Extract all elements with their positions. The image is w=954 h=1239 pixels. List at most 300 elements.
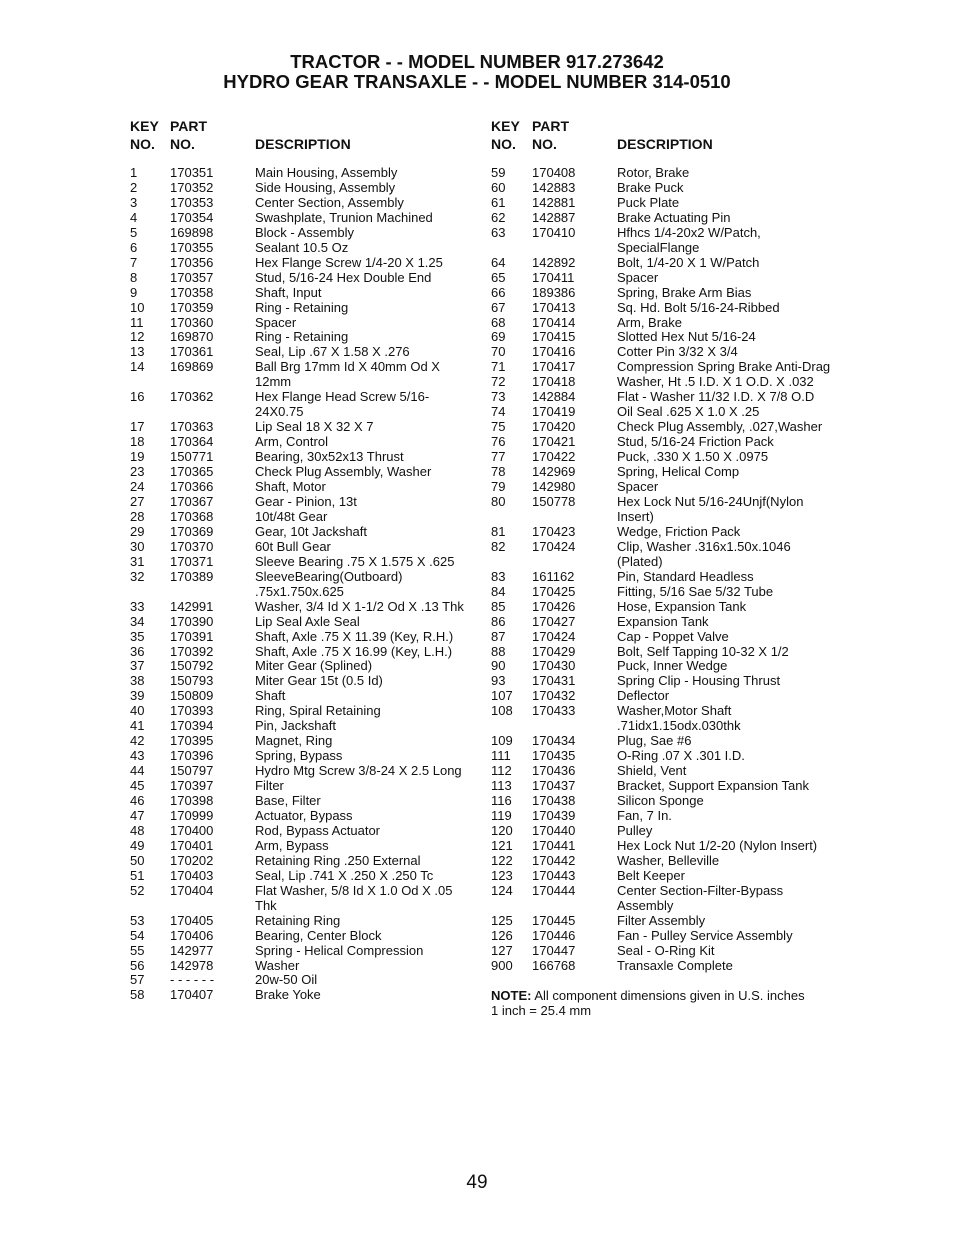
key-cell: 62	[491, 209, 506, 225]
parts-rows	[491, 166, 836, 973]
table-row	[130, 390, 470, 420]
key-cell: 10	[130, 299, 145, 315]
description-cell: Silicon Sponge	[617, 793, 704, 809]
key-cell: 37	[130, 658, 145, 674]
key-cell: 77	[491, 449, 506, 465]
part-number-cell: 150771	[170, 449, 214, 465]
table-row	[130, 944, 470, 959]
description-cell: Lip Seal 18 X 32 X 7	[255, 419, 374, 435]
table-row	[491, 166, 836, 181]
description-cell: Miter Gear 15t (0.5 Id)	[255, 673, 383, 689]
key-cell: 72	[491, 374, 506, 390]
table-row	[130, 884, 470, 914]
part-number-cell: 170447	[532, 942, 576, 958]
part-number-cell: 170407	[170, 987, 214, 1003]
note-label: NOTE:	[491, 988, 532, 1004]
part-number-cell: 170424	[532, 538, 576, 554]
note	[491, 988, 836, 1018]
table-row	[491, 929, 836, 944]
part-number-cell: 170358	[170, 284, 214, 300]
page-title: TRACTOR - - MODEL NUMBER 917.273642	[290, 51, 664, 72]
table-row	[491, 959, 836, 974]
description-cell: Block - Assembly	[255, 224, 354, 240]
description-cell: Expansion Tank	[617, 613, 709, 629]
key-cell: 29	[130, 523, 145, 539]
table-row	[130, 615, 470, 630]
table-row	[130, 645, 470, 660]
column-header	[491, 118, 836, 154]
table-row	[130, 181, 470, 196]
key-cell: 6	[130, 239, 138, 255]
part-number-cell: 170405	[170, 912, 214, 928]
key-cell: 38	[130, 673, 145, 689]
description-cell: Shaft	[255, 688, 286, 704]
description-cell: Lip Seal Axle Seal	[255, 613, 360, 629]
part-number-cell: 170418	[532, 374, 576, 390]
key-cell: 66	[491, 284, 506, 300]
part-number-cell: 170393	[170, 703, 214, 719]
key-cell: 84	[491, 583, 506, 599]
description-cell: Side Housing, Assembly	[255, 179, 396, 195]
table-row	[491, 914, 836, 929]
description-cell: Flat - Washer 11/32 I.D. X 7/8 O.D	[617, 389, 815, 405]
key-cell: 42	[130, 733, 145, 749]
table-row	[130, 241, 470, 256]
description-cell: Base, Filter	[255, 793, 321, 809]
description-cell: Deflector	[617, 688, 670, 704]
part-number-cell: 170355	[170, 239, 214, 255]
description-cell: Bracket, Support Expansion Tank	[617, 778, 809, 794]
description-cell: Actuator, Bypass	[255, 807, 353, 823]
key-cell: 19	[130, 449, 145, 465]
key-cell: 8	[130, 269, 138, 285]
description-cell: 10t/48t Gear	[255, 508, 328, 524]
description-cell: Hex Flange Screw 1/4-20 X 1.25	[255, 254, 443, 270]
table-row	[130, 809, 470, 824]
part-number-cell: 170371	[170, 553, 214, 569]
description-header: DESCRIPTION	[255, 136, 351, 152]
description-cell: Spacer	[617, 479, 659, 495]
description-cell: Miter Gear (Splined)	[255, 658, 373, 674]
part-number-cell: 170390	[170, 613, 214, 629]
part-number-cell: 170435	[532, 748, 576, 764]
table-row	[491, 375, 836, 390]
part-number-cell: - - - - - -	[170, 972, 215, 988]
table-row	[130, 929, 470, 944]
table-row	[491, 824, 836, 839]
description-cell: Stud, 5/16-24 Hex Double End	[255, 269, 432, 285]
part-number-cell: 170424	[532, 628, 576, 644]
part-number-cell: 170398	[170, 793, 214, 809]
table-row	[130, 704, 470, 719]
part-number-cell: 170433	[532, 703, 576, 719]
table-row	[491, 585, 836, 600]
key-cell: 41	[130, 718, 145, 734]
description-cell: Oil Seal .625 X 1.0 X .25	[617, 404, 760, 420]
part-number-cell: 170352	[170, 179, 214, 195]
description-cell: Shaft, Axle .75 X 16.99 (Key, L.H.)	[255, 643, 453, 659]
key-cell: 83	[491, 568, 506, 584]
key-cell: 112	[491, 763, 512, 779]
key-cell: 17	[130, 419, 145, 435]
table-row	[491, 779, 836, 794]
table-row	[491, 390, 836, 405]
part-number-cell: 170413	[532, 299, 576, 315]
key-cell: 59	[491, 165, 506, 180]
key-cell: 68	[491, 314, 506, 330]
part-number-cell: 170426	[532, 598, 576, 614]
part-number-cell: 142978	[170, 957, 214, 973]
part-number-cell: 170351	[170, 165, 214, 180]
table-row	[491, 630, 836, 645]
table-row	[491, 465, 836, 480]
part-number-cell: 170442	[532, 852, 576, 868]
parts-rows	[130, 166, 470, 1003]
table-row	[491, 181, 836, 196]
part-number-cell: 170202	[170, 852, 214, 868]
key-cell: 4	[130, 209, 138, 225]
part-number-cell: 170366	[170, 479, 214, 495]
table-row	[130, 196, 470, 211]
part-header-line2: NO.	[170, 136, 195, 152]
key-cell: 13	[130, 344, 145, 360]
part-number-cell: 170436	[532, 763, 576, 779]
description-cell: Pin, Standard Headless	[617, 568, 754, 584]
part-number-cell: 150809	[170, 688, 214, 704]
key-cell: 80	[491, 493, 506, 509]
description-cell: Rotor, Brake	[617, 165, 690, 180]
key-cell: 74	[491, 404, 506, 420]
table-row	[491, 869, 836, 884]
key-cell: 67	[491, 299, 506, 315]
key-cell: 48	[130, 822, 145, 838]
description-cell: Sq. Hd. Bolt 5/16-24-Ribbed	[617, 299, 780, 315]
key-cell: 123	[491, 867, 513, 883]
table-row	[491, 226, 836, 256]
key-cell: 86	[491, 613, 506, 629]
key-cell: 111	[491, 748, 511, 764]
description-cell: Center Section, Assembly	[255, 194, 404, 210]
description-cell: Puck, Inner Wedge	[617, 658, 728, 674]
key-cell: 109	[491, 733, 513, 749]
table-row	[130, 570, 470, 600]
key-cell: 88	[491, 643, 506, 659]
description-cell: Arm, Control	[255, 434, 328, 450]
table-row	[491, 450, 836, 465]
table-row	[491, 435, 836, 450]
description-cell: Filter	[255, 778, 284, 794]
description-cell: Washer	[255, 957, 300, 973]
part-number-cell: 142883	[532, 179, 576, 195]
part-number-cell: 142884	[532, 389, 576, 405]
page-number: 49	[466, 1172, 488, 1193]
key-cell: 56	[130, 957, 145, 973]
part-number-cell: 170361	[170, 344, 214, 360]
key-cell: 40	[130, 703, 145, 719]
table-row	[130, 988, 470, 1003]
key-cell: 108	[491, 703, 513, 719]
description-cell: Ball Brg 17mm Id X 40mm Od X 12mm	[255, 359, 440, 390]
note-conversion: 1 inch = 25.4 mm	[491, 1003, 592, 1019]
key-cell: 49	[130, 837, 145, 853]
table-row	[491, 196, 836, 211]
key-cell: 30	[130, 538, 145, 554]
part-number-cell: 170427	[532, 613, 576, 629]
table-row	[130, 659, 470, 674]
table-row	[130, 271, 470, 286]
table-row	[491, 689, 836, 704]
part-number-cell: 170423	[532, 523, 576, 539]
table-row	[491, 301, 836, 316]
part-number-cell: 170411	[532, 269, 575, 285]
key-cell: 127	[491, 942, 513, 958]
table-row	[491, 764, 836, 779]
description-cell: Sealant 10.5 Oz	[255, 239, 349, 255]
part-number-cell: 170369	[170, 523, 214, 539]
part-number-cell: 170395	[170, 733, 214, 749]
table-row	[130, 749, 470, 764]
description-cell: Ring - Retaining	[255, 299, 349, 315]
part-number-cell: 189386	[532, 284, 576, 300]
table-row	[491, 749, 836, 764]
description-cell: Shaft, Input	[255, 284, 322, 300]
part-number-cell: 169898	[170, 224, 214, 240]
key-cell: 47	[130, 807, 145, 823]
key-cell: 23	[130, 464, 145, 480]
description-cell: Main Housing, Assembly	[255, 165, 398, 180]
key-cell: 90	[491, 658, 506, 674]
key-cell: 28	[130, 508, 145, 524]
key-cell: 75	[491, 419, 506, 435]
key-cell: 57	[130, 972, 145, 988]
table-row	[491, 794, 836, 809]
description-cell: Washer, Ht .5 I.D. X 1 O.D. X .032	[617, 374, 814, 390]
table-row	[491, 615, 836, 630]
part-number-cell: 170404	[170, 882, 214, 898]
key-cell: 60	[491, 179, 506, 195]
part-number-cell: 170365	[170, 464, 214, 480]
table-row	[130, 630, 470, 645]
description-cell: Wedge, Friction Pack	[617, 523, 741, 539]
key-cell: 73	[491, 389, 506, 405]
part-number-cell: 170364	[170, 434, 214, 450]
part-number-cell: 170391	[170, 628, 214, 644]
part-number-cell: 150778	[532, 493, 576, 509]
part-number-cell: 142969	[532, 464, 576, 480]
description-cell: Hfhcs 1/4-20x2 W/Patch, SpecialFlange	[617, 224, 761, 255]
table-row	[130, 226, 470, 241]
description-cell: Plug, Sae #6	[617, 733, 692, 749]
key-cell: 46	[130, 793, 145, 809]
table-row	[130, 510, 470, 525]
table-row	[130, 360, 470, 390]
key-header: KEY	[130, 118, 159, 134]
description-cell: Brake Puck	[617, 179, 684, 195]
key-cell: 82	[491, 538, 506, 554]
table-row	[130, 540, 470, 555]
description-cell: Puck, .330 X 1.50 X .0975	[617, 449, 769, 465]
table-row	[130, 495, 470, 510]
table-row	[130, 316, 470, 331]
description-cell: Belt Keeper	[617, 867, 685, 883]
table-row	[130, 914, 470, 929]
description-cell: Ring, Spiral Retaining	[255, 703, 381, 719]
table-row	[130, 869, 470, 884]
description-cell: Fan - Pulley Service Assembly	[617, 927, 793, 943]
key-cell: 27	[130, 493, 145, 509]
part-number-cell: 170359	[170, 299, 214, 315]
table-row	[491, 495, 836, 525]
part-number-cell: 142991	[170, 598, 214, 614]
key-cell: 65	[491, 269, 506, 285]
key-cell: 78	[491, 464, 506, 480]
part-number-cell: 170419	[532, 404, 576, 420]
part-number-cell: 170362	[170, 389, 214, 405]
description-cell: Arm, Brake	[617, 314, 683, 330]
description-cell: Retaining Ring	[255, 912, 341, 928]
table-row	[130, 555, 470, 570]
key-cell: 39	[130, 688, 145, 704]
part-number-cell: 161162	[532, 568, 575, 584]
key-header-line2: NO.	[130, 136, 155, 152]
part-number-cell: 170414	[532, 314, 576, 330]
description-cell: Pulley	[617, 822, 653, 838]
description-cell: Spacer	[255, 314, 297, 330]
key-cell: 54	[130, 927, 145, 943]
description-cell: Check Plug Assembly, Washer	[255, 464, 432, 480]
table-row	[130, 435, 470, 450]
description-cell: Fitting, 5/16 Sae 5/32 Tube	[617, 583, 774, 599]
key-cell: 35	[130, 628, 145, 644]
table-row	[491, 734, 836, 749]
part-number-cell: 170444	[532, 882, 576, 898]
table-row	[130, 330, 470, 345]
table-row	[491, 704, 836, 734]
part-number-cell: 170400	[170, 822, 214, 838]
key-cell: 14	[130, 359, 145, 375]
part-number-cell: 170441	[532, 837, 576, 853]
part-number-cell: 170439	[532, 807, 576, 823]
description-cell: Compression Spring Brake Anti-Drag	[617, 359, 831, 375]
table-row	[130, 779, 470, 794]
table-row	[491, 525, 836, 540]
part-number-cell: 170403	[170, 867, 214, 883]
table-row	[130, 450, 470, 465]
table-row	[130, 166, 470, 181]
key-cell: 76	[491, 434, 506, 450]
key-cell: 87	[491, 628, 506, 644]
part-number-cell: 170431	[532, 673, 576, 689]
key-cell: 52	[130, 882, 145, 898]
part-number-cell: 170417	[532, 359, 576, 375]
table-row	[491, 286, 836, 301]
table-row	[491, 211, 836, 226]
description-cell: Bolt, 1/4-20 X 1 W/Patch	[617, 254, 760, 270]
part-number-cell: 142887	[532, 209, 576, 225]
table-row	[130, 465, 470, 480]
table-row	[491, 316, 836, 331]
description-header: DESCRIPTION	[617, 136, 713, 152]
key-cell: 18	[130, 434, 145, 450]
part-number-cell: 170353	[170, 194, 214, 210]
part-number-cell: 170420	[532, 419, 576, 435]
note-text: All component dimensions given in U.S. inches	[531, 988, 805, 1004]
table-row	[491, 854, 836, 869]
part-number-cell: 170354	[170, 209, 214, 225]
description-cell: Cap - Poppet Valve	[617, 628, 729, 644]
table-row	[491, 570, 836, 585]
key-cell: 120	[491, 822, 513, 838]
key-cell: 71	[491, 359, 506, 375]
part-number-cell: 150793	[170, 673, 214, 689]
key-cell: 33	[130, 598, 145, 614]
key-cell: 70	[491, 344, 506, 360]
part-number-cell: 169869	[170, 359, 214, 375]
description-cell: Cotter Pin 3/32 X 3/4	[617, 344, 738, 360]
description-cell: Puck Plate	[617, 194, 680, 210]
description-cell: Spring, Helical Comp	[617, 464, 740, 480]
description-cell: Hex Lock Nut 5/16-24Unjf(Nylon Insert)	[617, 493, 804, 524]
description-cell: Hydro Mtg Screw 3/8-24 X 2.5 Long	[255, 763, 462, 779]
part-header-line2: NO.	[532, 136, 557, 152]
table-row	[491, 645, 836, 660]
table-row	[130, 600, 470, 615]
description-cell: Gear - Pinion, 13t	[255, 493, 357, 509]
key-cell: 53	[130, 912, 145, 928]
key-cell: 900	[491, 957, 513, 973]
part-header: PART	[532, 118, 570, 134]
key-cell: 61	[491, 194, 506, 210]
table-row	[130, 734, 470, 749]
key-cell: 116	[491, 793, 512, 809]
table-row	[130, 973, 470, 988]
table-row	[491, 674, 836, 689]
key-cell: 81	[491, 523, 506, 539]
key-cell: 69	[491, 329, 506, 345]
key-cell: 126	[491, 927, 513, 943]
table-row	[491, 839, 836, 854]
description-cell: Seal, Lip .741 X .250 X .250 Tc	[255, 867, 434, 883]
key-cell: 113	[491, 778, 512, 794]
description-cell: Arm, Bypass	[255, 837, 329, 853]
part-number-cell: 170429	[532, 643, 576, 659]
key-cell: 55	[130, 942, 145, 958]
table-row	[130, 480, 470, 495]
table-row	[491, 540, 836, 570]
description-cell: Spring, Bypass	[255, 748, 343, 764]
description-cell: Fan, 7 In.	[617, 807, 672, 823]
key-cell: 16	[130, 389, 145, 405]
part-number-cell: 170437	[532, 778, 576, 794]
key-cell: 43	[130, 748, 145, 764]
part-number-cell: 170438	[532, 793, 576, 809]
key-cell: 45	[130, 778, 145, 794]
description-cell: 60t Bull Gear	[255, 538, 331, 554]
key-cell: 12	[130, 329, 145, 345]
key-header-line2: NO.	[491, 136, 516, 152]
part-number-cell: 170397	[170, 778, 214, 794]
part-number-cell: 150792	[170, 658, 214, 674]
part-number-cell: 170443	[532, 867, 576, 883]
part-number-cell: 170416	[532, 344, 576, 360]
part-number-cell: 170363	[170, 419, 214, 435]
table-row	[130, 839, 470, 854]
table-row	[130, 854, 470, 869]
part-number-cell: 142881	[532, 194, 576, 210]
key-cell: 125	[491, 912, 513, 928]
key-cell: 121	[491, 837, 513, 853]
part-number-cell: 170445	[532, 912, 576, 928]
